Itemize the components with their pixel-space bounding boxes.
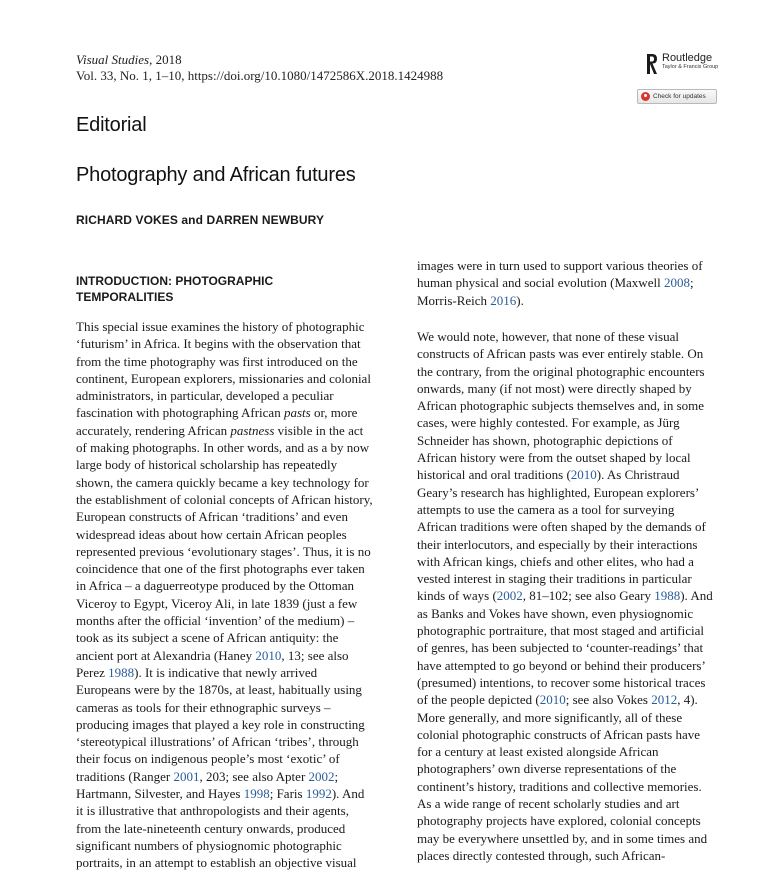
text-segment: producing images that played a key role in constructing — [76, 716, 365, 732]
text-line — [76, 474, 386, 491]
text-segment: kinds of ways ( — [417, 588, 497, 604]
section-heading — [76, 273, 376, 305]
text-segment: ‘stereotypical illustrations’ of African ‘tribes’, through — [76, 734, 359, 750]
text-line — [417, 760, 727, 777]
text-line — [76, 612, 386, 629]
text-segment: colonial photographic constructs of African pasts have — [417, 726, 701, 742]
text-segment: cases, were highly contested. For example, as Jürg — [417, 415, 680, 431]
citation-link[interactable]: 2008 — [663, 275, 690, 291]
citation-link[interactable]: 1992 — [305, 786, 332, 802]
text-segment: (presumed) intentions, to recover some historical traces — [417, 674, 706, 690]
text-segment: ). As Christraud — [596, 467, 680, 483]
text-segment: African history were from the outset shaped by local — [417, 450, 691, 466]
text-line — [76, 785, 386, 802]
text-line — [417, 257, 727, 274]
text-line — [417, 691, 727, 708]
text-segment: We would note, however, that none of these visual — [417, 329, 679, 344]
text-line — [417, 795, 727, 812]
text-line — [76, 716, 386, 733]
text-segment: accurately, rendering African — [76, 422, 231, 438]
text-line — [76, 560, 386, 577]
journal-details[interactable]: Vol. 33, No. 1, 1–10, https://doi.org/10.1080/1472586X.2018.1424988 — [76, 68, 444, 83]
text-segment: in Africa – a daguerreotype produced by the Ottoman — [76, 578, 354, 594]
text-line — [76, 629, 386, 646]
text-segment: onwards, many (if not most) were directly shaped by — [417, 380, 692, 396]
text-line — [76, 577, 386, 594]
text-line — [417, 605, 727, 622]
text-segment: More generally, and more significantly, all of these — [417, 709, 683, 725]
text-segment: human physical and social evolution (Maxwell — [417, 275, 664, 291]
text-segment: African photographic subjects themselves and, in some — [417, 398, 705, 414]
citation-link[interactable]: 2010 — [255, 647, 282, 663]
text-segment: Schneider has shown, photographic depictions of — [417, 432, 673, 448]
emphasis-text: pasts — [283, 405, 311, 421]
text-segment: vested interest in staging their traditions in particular — [417, 571, 692, 587]
text-line — [76, 699, 386, 716]
text-line — [417, 830, 727, 847]
text-segment: widespread ideas about how certain African peoples — [76, 526, 347, 542]
text-line — [417, 274, 727, 291]
text-line — [76, 387, 386, 404]
text-segment: images were in turn used to support various theories of — [417, 258, 703, 273]
section-heading-line: TEMPORALITIES — [76, 290, 174, 304]
text-segment: Geary’s research has highlighted, European explorers’ — [417, 484, 700, 500]
text-segment: ‘futurism’ in Africa. It begins with the observation that — [76, 336, 361, 352]
text-line — [417, 380, 727, 397]
text-segment: for a century at least existed alongside African — [417, 744, 659, 760]
check-for-updates-button[interactable] — [637, 89, 717, 104]
text-segment: , 13; see also — [281, 647, 349, 663]
text-segment: large body of historical scholarship has repeatedly — [76, 457, 338, 473]
text-segment: may be everywhere unsettled by, and in some times and — [417, 830, 708, 846]
text-line — [76, 837, 386, 854]
text-line — [417, 292, 727, 309]
text-line — [417, 587, 727, 604]
text-line — [417, 778, 727, 795]
text-segment: ). And — [331, 786, 365, 802]
authors: RICHARD VOKES and DARREN NEWBURY — [76, 213, 325, 227]
text-line — [76, 647, 386, 664]
text-line — [417, 484, 727, 501]
text-line — [76, 526, 386, 543]
text-line — [417, 449, 727, 466]
text-line — [417, 536, 727, 553]
text-line — [417, 328, 727, 345]
citation-link[interactable]: 2010 — [570, 467, 597, 483]
text-segment: or, more — [310, 405, 358, 421]
text-segment: This special issue examines the history of photographic — [76, 319, 365, 334]
text-line — [76, 353, 386, 370]
text-line — [417, 518, 727, 535]
text-line — [76, 335, 386, 352]
text-segment: of the people depicted ( — [417, 692, 540, 708]
text-line — [76, 543, 386, 560]
text-line — [76, 370, 386, 387]
text-line — [417, 466, 727, 483]
text-segment: photographic portraiture, that most staged and artificial — [417, 623, 704, 639]
citation-link[interactable]: 2010 — [539, 692, 566, 708]
text-segment: ancient port at Alexandria (Haney — [76, 647, 256, 663]
text-segment: historical and oral traditions ( — [417, 467, 571, 483]
article-title: Photography and African futures — [76, 164, 356, 186]
section-label: Editorial — [76, 114, 147, 136]
text-line — [417, 345, 727, 362]
text-line — [417, 657, 727, 674]
text-segment: continent’s history, traditions and collective memories. — [417, 778, 702, 794]
text-segment: their focus on indigenous people’s most ‘exotic’ of — [76, 751, 340, 767]
text-segment: Europeans were by the 1870s, at least, habitually using — [76, 682, 362, 698]
text-segment: places directly contested through, such African- — [417, 847, 666, 863]
publisher-subtitle: Taylor & Francis Group — [662, 64, 719, 70]
text-segment: traditions (Ranger — [76, 768, 174, 784]
text-line — [417, 674, 727, 691]
text-line — [417, 363, 727, 380]
text-segment: Morris-Reich — [417, 292, 491, 308]
text-line — [76, 750, 386, 767]
text-line — [76, 733, 386, 750]
text-line — [76, 664, 386, 681]
text-segment: shown, the camera quickly became a key technology for — [76, 474, 369, 490]
text-line — [76, 820, 386, 837]
body-text-left-column — [76, 318, 386, 872]
text-segment: the establishment of colonial concepts of African history, — [76, 491, 373, 507]
text-line — [417, 553, 727, 570]
publisher-name: Routledge — [662, 52, 713, 64]
text-line — [76, 802, 386, 819]
text-segment: ; see also Vokes — [565, 692, 652, 708]
text-line — [417, 414, 727, 431]
body-text-right-column — [417, 328, 727, 864]
text-segment: photographers’ own diverse representations of the — [417, 761, 677, 777]
text-segment: photography projects have explored, colonial concepts — [417, 813, 701, 829]
check-for-updates-label: Check for updates — [653, 93, 706, 100]
citation-link[interactable]: 1998 — [243, 786, 270, 802]
text-segment: , 203; see also Apter — [199, 768, 309, 784]
text-segment: As a wide range of recent scholarly studies and art — [417, 796, 680, 812]
text-segment: constructs of African pasts was ever entirely stable. On — [417, 346, 704, 362]
text-line — [76, 439, 386, 456]
text-segment: ; Faris — [269, 786, 306, 802]
journal-meta — [76, 52, 443, 84]
text-segment: ; — [334, 768, 339, 784]
text-segment: from the late-nineteenth century onwards, produced — [76, 820, 346, 836]
text-segment: Viceroy to Egypt, Viceroy Ali, in late 1839 (just a few — [76, 595, 358, 611]
text-segment: from the time photography was first introduced on the — [76, 353, 358, 369]
text-segment: coincidence that one of the first photographs ever taken — [76, 561, 365, 577]
text-line — [76, 404, 386, 421]
text-segment: as Banks and Vokes have shown, even physiognomic — [417, 605, 694, 621]
text-segment: European constructs of African ‘traditions’ and even — [76, 509, 348, 525]
text-line — [76, 318, 386, 335]
section-heading-line: INTRODUCTION: PHOTOGRAPHIC — [76, 274, 274, 288]
text-line — [417, 501, 727, 518]
text-line — [417, 570, 727, 587]
text-segment: fascination with photographing African — [76, 405, 284, 421]
text-segment: with African kings, chiefs and other elites, who had a — [417, 553, 694, 569]
text-segment: visible in the act — [274, 422, 364, 438]
text-line — [76, 508, 386, 525]
citation-link[interactable]: 2012 — [651, 692, 678, 708]
text-segment: have attempted to go beyond or behind their producers’ — [417, 657, 706, 673]
text-segment: African traditions were often shaped by the demands of — [417, 519, 706, 535]
text-segment: Hartmann, Silvester, and Hayes — [76, 786, 244, 802]
text-segment: administrators, in particular, developed a peculiar — [76, 388, 334, 404]
crossmark-icon — [641, 92, 650, 101]
text-line — [76, 491, 386, 508]
text-segment: Perez — [76, 664, 109, 680]
text-segment: continent, European explorers, missionaries and colonial — [76, 370, 371, 386]
text-segment: represented previous ‘evolutionary stages’. Thus, it is no — [76, 543, 371, 559]
text-segment: portraits, in an attempt to establish an objective visual — [76, 855, 357, 871]
text-segment: their interlocutors, and especially by their interactions — [417, 536, 698, 552]
publisher-logo — [646, 52, 718, 75]
text-segment: took as its subject a scene of African antiquity: the — [76, 630, 339, 646]
text-segment: of making photographs. In other words, and as a by now — [76, 440, 370, 456]
text-line — [417, 812, 727, 829]
text-segment: significant numbers of physiognomic photographic — [76, 837, 342, 853]
text-segment: cameras as tools for their ethnographic surveys – — [76, 699, 331, 715]
text-line — [417, 622, 727, 639]
journal-year: , 2018 — [149, 52, 182, 67]
text-line — [76, 456, 386, 473]
journal-name-line — [76, 52, 443, 68]
text-segment: ). — [516, 292, 524, 308]
text-segment: attempts to use the camera as a tool for surveying — [417, 501, 675, 517]
text-segment: , 81–102; see also Geary — [522, 588, 655, 604]
text-line — [76, 768, 386, 785]
citation-link[interactable]: 1988 — [108, 664, 135, 680]
text-segment: the contrary, from the original photographic encounters — [417, 363, 705, 379]
text-line — [417, 397, 727, 414]
text-line — [417, 743, 727, 760]
text-line — [417, 709, 727, 726]
text-segment: ). It is indicative that newly arrived — [134, 664, 318, 680]
text-segment: it is illustrative that anthropologists and their agents, — [76, 803, 349, 819]
text-segment: , 4). — [677, 692, 698, 708]
text-line — [417, 726, 727, 743]
body-text-right-column-top — [417, 257, 727, 309]
citation-link[interactable]: 2002 — [308, 768, 335, 784]
text-line — [76, 422, 386, 439]
text-segment: of genres, has been subjected to ‘counter-readings’ that — [417, 640, 704, 656]
text-line — [76, 595, 386, 612]
text-line — [76, 854, 386, 871]
text-line — [417, 639, 727, 656]
text-segment: ). And — [680, 588, 713, 604]
text-line — [417, 432, 727, 449]
citation-link[interactable]: 1988 — [654, 588, 681, 604]
text-line — [76, 681, 386, 698]
text-segment: ; — [689, 275, 694, 291]
text-segment: months after the official ‘invention’ of the medium) – — [76, 613, 355, 629]
journal-name: Visual Studies — [76, 52, 150, 67]
routledge-r-logo-icon — [646, 53, 658, 75]
citation-link[interactable]: 2002 — [496, 588, 523, 604]
citation-link[interactable]: 2001 — [173, 768, 200, 784]
citation-link[interactable]: 2016 — [490, 292, 517, 308]
emphasis-text: pastness — [230, 422, 275, 438]
